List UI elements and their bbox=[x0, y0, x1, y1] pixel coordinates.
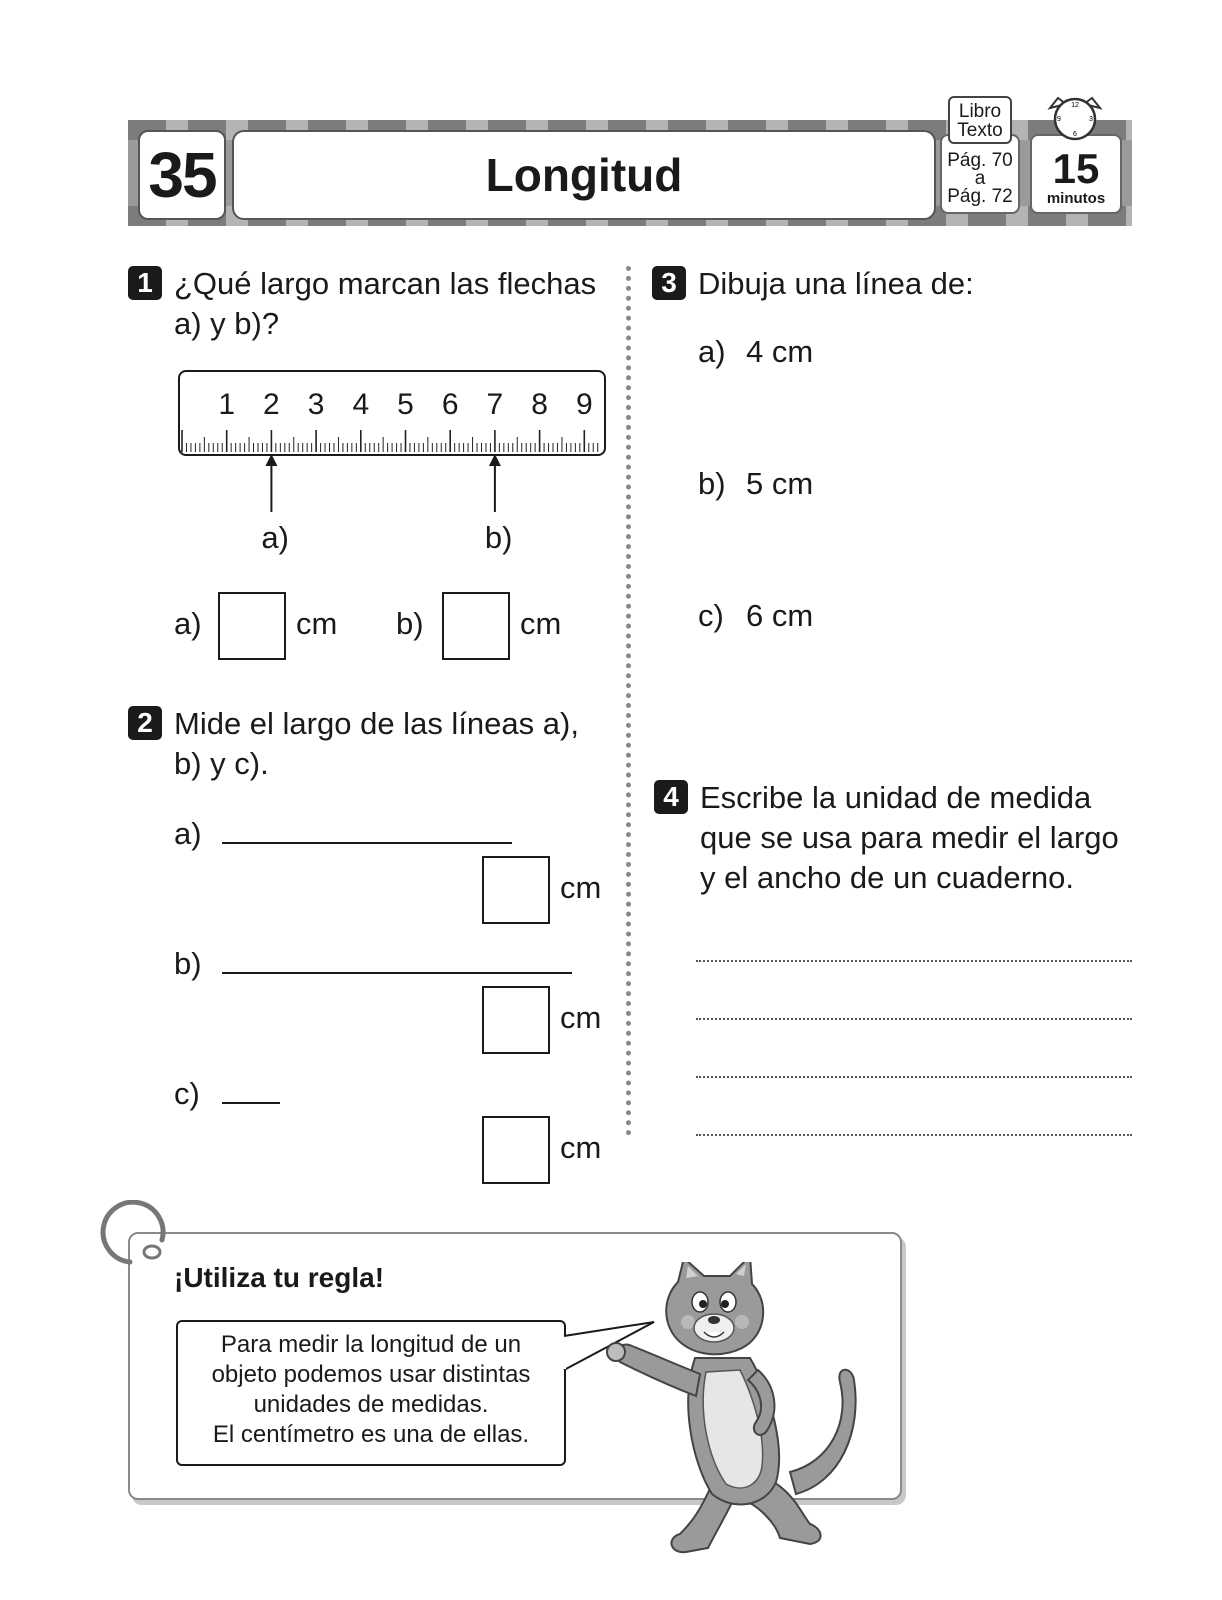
ruler-number: 4 bbox=[352, 388, 370, 421]
line-c-answer-box[interactable] bbox=[482, 1116, 550, 1184]
question-4-badge: 4 bbox=[654, 780, 688, 814]
tip-line-1: Para medir la longitud de un bbox=[220, 1331, 522, 1358]
answer-b-unit: cm bbox=[520, 606, 562, 641]
line-a-answer-box[interactable] bbox=[482, 856, 550, 924]
tip-line-4: El centímetro es una de ellas. bbox=[212, 1421, 530, 1448]
draw-c-label: c) bbox=[698, 598, 724, 633]
line-a bbox=[222, 842, 512, 844]
draw-b-value: 5 cm bbox=[746, 466, 814, 501]
question-4-line-3: y el ancho de un cuaderno. bbox=[700, 860, 1074, 895]
ruler-scale bbox=[180, 372, 604, 454]
question-2-line-2: b) y c). bbox=[174, 746, 269, 781]
draw-a-value: 4 cm bbox=[746, 334, 814, 369]
page-separator: a bbox=[974, 168, 986, 189]
page-from: Pág. 70 bbox=[947, 150, 1013, 171]
line-c bbox=[222, 1102, 280, 1104]
question-4-line-1: Escribe la unidad de medida bbox=[700, 780, 1092, 815]
draw-b-label: b) bbox=[698, 466, 726, 501]
question-3-badge: 3 bbox=[652, 266, 686, 300]
clock-number-12: 12 bbox=[1071, 102, 1079, 109]
cat-mascot-icon bbox=[600, 1262, 880, 1562]
question-1-line-2: a) y b)? bbox=[174, 306, 280, 341]
answer-a-box[interactable] bbox=[218, 592, 286, 660]
arrow-a-head bbox=[265, 454, 277, 466]
clock-number-6: 6 bbox=[1073, 131, 1077, 138]
arrow-b-label: b) bbox=[484, 520, 513, 555]
question-1-text bbox=[174, 264, 596, 344]
ruler-number: 1 bbox=[218, 388, 236, 421]
answer-line-1[interactable] bbox=[696, 960, 1132, 962]
tip-speech-bubble bbox=[176, 1320, 566, 1466]
line-c-unit: cm bbox=[560, 1130, 602, 1165]
textbook-pages-card bbox=[940, 134, 1020, 214]
page-to: Pág. 72 bbox=[947, 186, 1013, 207]
minutes-label: minutos bbox=[1046, 190, 1106, 207]
binder-ring-icon bbox=[100, 1200, 170, 1270]
draw-a-label: a) bbox=[698, 334, 726, 369]
tip-line-2: objeto podemos usar distintas bbox=[211, 1361, 531, 1388]
arrow-b-head bbox=[489, 454, 501, 466]
answer-line-2[interactable] bbox=[696, 1018, 1132, 1020]
ruler bbox=[178, 370, 606, 456]
line-a-label: a) bbox=[174, 816, 202, 851]
answer-b-box[interactable] bbox=[442, 592, 510, 660]
clock-number-3: 3 bbox=[1089, 116, 1093, 123]
tip-title: ¡Utiliza tu regla! bbox=[174, 1262, 385, 1293]
answer-line-4[interactable] bbox=[696, 1134, 1132, 1136]
ruler-number: 8 bbox=[531, 388, 548, 421]
question-1-badge: 1 bbox=[128, 266, 162, 300]
book-label-1: Libro bbox=[958, 101, 1002, 122]
question-2-line-1: Mide el largo de las líneas a), bbox=[174, 706, 579, 741]
answer-line-3[interactable] bbox=[696, 1076, 1132, 1078]
line-b-unit: cm bbox=[560, 1000, 602, 1035]
ruler-arrows bbox=[178, 454, 606, 518]
minutes-value: 15 bbox=[1052, 145, 1100, 192]
line-b-answer-box[interactable] bbox=[482, 986, 550, 1054]
tip-line-3: unidades de medidas. bbox=[253, 1391, 489, 1418]
arrow-a-label: a) bbox=[261, 520, 289, 555]
line-a-unit: cm bbox=[560, 870, 602, 905]
question-1-line-1: ¿Qué largo marcan las flechas bbox=[174, 266, 597, 301]
ruler-number: 5 bbox=[397, 388, 414, 421]
lesson-number: 35 bbox=[138, 130, 226, 220]
answer-b-label: b) bbox=[396, 606, 424, 641]
time-card bbox=[1030, 134, 1122, 214]
book-label-2: Texto bbox=[957, 120, 1003, 141]
column-divider bbox=[626, 266, 631, 1136]
alarm-clock-icon bbox=[1046, 94, 1104, 144]
ruler-number: 3 bbox=[307, 388, 325, 421]
ruler-number: 7 bbox=[486, 388, 504, 421]
draw-c-value: 6 cm bbox=[746, 598, 814, 633]
answer-a-unit: cm bbox=[296, 606, 338, 641]
page-title: Longitud bbox=[232, 130, 936, 220]
question-3-text: Dibuja una línea de: bbox=[698, 266, 974, 301]
answer-a-label: a) bbox=[174, 606, 202, 641]
clock-number-9: 9 bbox=[1057, 116, 1061, 123]
ruler-number: 9 bbox=[575, 388, 593, 421]
ruler-number: 2 bbox=[263, 388, 280, 421]
question-4-line-2: que se usa para medir el largo bbox=[700, 820, 1119, 855]
question-4-text bbox=[700, 778, 1119, 898]
ruler-number: 6 bbox=[441, 388, 459, 421]
book-icon bbox=[948, 96, 1012, 144]
line-c-label: c) bbox=[174, 1076, 200, 1111]
question-2-badge: 2 bbox=[128, 706, 162, 740]
question-2-text bbox=[174, 704, 579, 784]
line-b bbox=[222, 972, 572, 974]
line-b-label: b) bbox=[174, 946, 202, 981]
